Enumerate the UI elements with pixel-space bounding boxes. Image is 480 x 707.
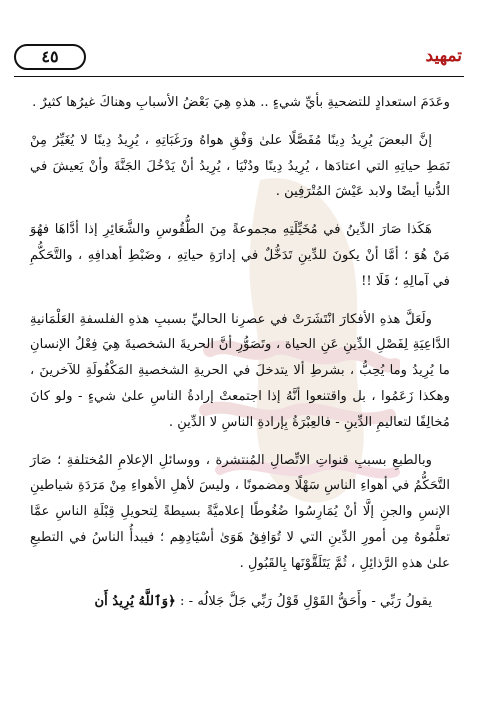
closing-paragraph [30, 589, 450, 615]
header-divider [14, 76, 464, 77]
chapter-title: تمهيد [425, 46, 462, 66]
paragraph: إنَّ البعضَ يُرِيدُ دِينًا مُفَصَّلًا علىٰ وَفْقِ هواهُ ورَغَبَاتِهِ ، يُرِيدُ دِينًا لا يُغَيِّرُ مِنْ نَمَطِ حياتِهِ التي اعتادَها ، يُرِيدُ دِينًا ودُنْيَا ، يُرِيدُ أنْ يَدْخُلَ الجَنَّةَ وأنْ يَعيشَ في الدُّنيا أيضًا ولابد عَيْشَ المُتْرَفِين . [30, 132, 450, 200]
paragraph: وعَدَمَ استعدادٍ للتضحيةِ بأيِّ شيءٍ .. هذهِ هِيَ بَعْضُ الأسبابِ وهناكَ غيرُها كثيرٌ . [32, 95, 450, 110]
closing-text: يقولُ رَبِّي - وأَحَقُّ القَوْلِ قَوْلُ رَبِّي جَلَّ جَلالُه - : [180, 593, 432, 609]
paragraph: وبالطبعِ بسببِ قنواتِ الاتِّصالِ المُنتشرة ، ووسائلِ الإعلامِ المُختلفةِ ؛ صَارَ التَّحَكُّمُ في أهواءِ الناسِ سَهْلًا ومضمونًا ، وليسَ لأهلِ الأهواءِ مِنْ مَرَدَةِ شياطينِ الإنسِ والجنِ إلَّا أنْ يُمَارِسُوا ضُغُوطًا إعلاميَّةً بسيطةً لِتحويلِ قِبْلَةِ الناسِ عمَّا تعلَّمُوهُ مِن أمورِ الدِّينِ التي لا تُوَافِقُ هَوَىٰ أسْيَادِهِم ؛ فيبدأُ الناسُ في التطبعِ علىٰ هذهِ الرَّذائِلِ ، ثُمَّ يَتَلَقَّوْنَها بِالقَبُولِ . [30, 452, 450, 571]
paragraph: ولَعَلَّ هذهِ الأفكارَ انْتَشَرَتْ في عصرِنا الحاليِّ بسببِ هذهِ الفلسفةِ العَلْمَانيةِ الدَّاعِيَةِ لِفَصْلِ الدِّينِ عَنِ الحياة ، وتَصَوُّرِ أنَّ الحريةَ الشخصيةَ هِيَ فِعْلُ الإنسانِ ما يُرِيدُ وما يُحِبُّ ، بشرطِ ألا يتدخلَ في الحريةِ الشخصيةِ المَكْفُولَةِ للآخرينَ ، وهكذا زَعَمُوا ، بل واقتنعوا أنَّهُ إذا اجتمعتْ إرادةُ الناسِ علىٰ شيءٍ - ولو كانَ مُخالِفًا لتعاليمِ الدِّينِ - فالعِبْرَةُ بِإرادةِ الناسِ لا الدِّينِ . [30, 311, 450, 430]
page-header [14, 44, 462, 74]
page-body [30, 90, 450, 614]
paragraph: هَكَذا صَارَ الدِّينُ في مُخَيِّلَتِهِ مجموعةً مِنَ الطُّقُوسِ والشَّعَائِرِ إذا أدَّاهَا فهُوَ مَنْ هُوَ ؛ أمَّا أنْ يكونَ للدِّينِ تَدَخُّلٌ في إدارَةِ حياتِهِ ، وضَبْطِ أهدافِهِ ، والتَّحَكُّمِ في آمالِهِ ؛ فَلَا !! [30, 222, 450, 289]
page-number-badge: ٤٥ [14, 44, 86, 70]
quran-quote: ﴿وَٱللَّهُ يُرِيدُ أَن [94, 593, 176, 609]
